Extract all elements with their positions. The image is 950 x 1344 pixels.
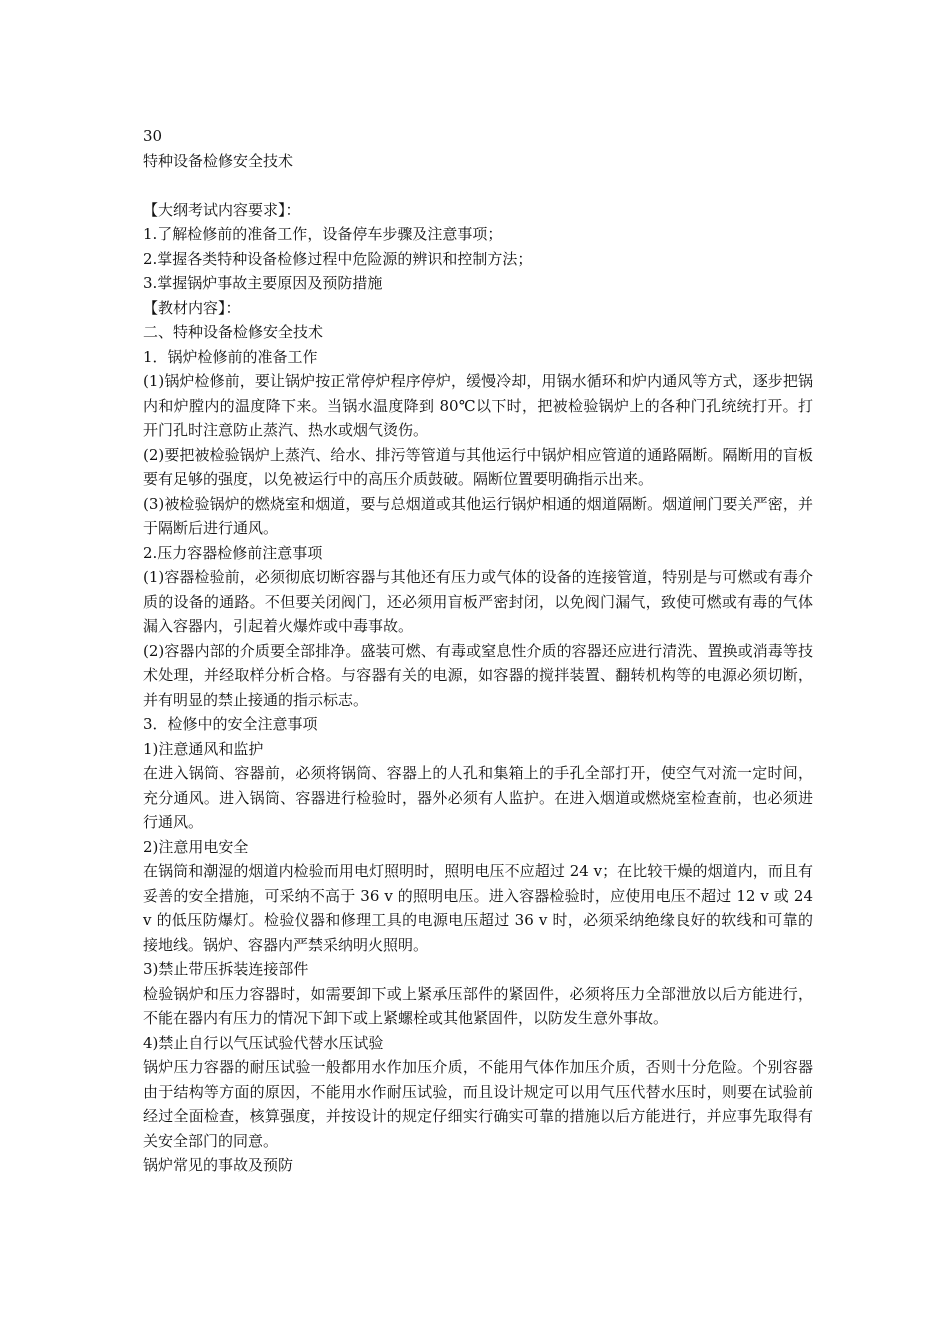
item-heading: 3)禁止带压拆装连接部件 bbox=[143, 960, 309, 978]
item-heading: 4)禁止自行以气压试验代替水压试验 bbox=[143, 1033, 384, 1052]
outline-item: 2.掌握各类特种设备检修过程中危险源的辨识和控制方法； bbox=[143, 249, 533, 268]
paragraph: 在锅筒和潮湿的烟道内检验而用电灯照明时，照明电压不应超过 24 v；在比较干燥的烟道内，而且有妥善的安全措施，可采纳不高于 36 v 的照明电压。进入容器检验时，应使用电压不超过 12 v 或 24 v 的低压防爆灯。检验仪器和修理工具的电源电压超过 36 v 时，必须采纳绝缘良好的软线和可靠的接地线。锅炉、容器内严禁采纳明火照明。 bbox=[143, 862, 813, 954]
paragraph: (3)被检验锅炉的燃烧室和烟道，要与总烟道或其他运行锅炉相通的烟道隔断。烟道闸门要关严密，并于隔断后进行通风。 bbox=[143, 494, 813, 537]
paragraph: (2)要把被检验锅炉上蒸汽、给水、排污等管道与其他运行中锅炉相应管道的通路隔断。隔断用的盲板要有足够的强度，以免被运行中的高压介质鼓破。隔断位置要明确指示出来。 bbox=[143, 445, 813, 488]
blank-line bbox=[143, 173, 813, 198]
outline-item: 3.掌握锅炉事故主要原因及预防措施 bbox=[143, 274, 383, 292]
page-number: 30 bbox=[143, 127, 163, 145]
subsection-heading: 2.压力容器检修前注意事项 bbox=[143, 543, 323, 562]
paragraph: 锅炉压力容器的耐压试验一般都用水作加压介质，不能用气体作加压介质，否则十分危险。个别容器由于结构等方面的原因，不能用水作耐压试验，而且设计规定可以用气压代替水压时，则要在试验前经过全面检查，核算强度，并按设计的规定仔细实行确实可靠的措施以后方能进行，并应事先取得有关安全部门的同意。 bbox=[143, 1058, 813, 1150]
paragraph: (2)容器内部的介质要全部排净。盛装可燃、有毒或窒息性介质的容器还应进行清洗、置换或消毒等技术处理，并经取样分析合格。与容器有关的电源，如容器的搅拌装置、翻转机构等的电源必须切断，并有明显的禁止接通的指示标志。 bbox=[143, 641, 813, 709]
paragraph: 在进入锅筒、容器前，必须将锅筒、容器上的人孔和集箱上的手孔全部打开，使空气对流一定时间，充分通风。进入锅筒、容器进行检验时，器外必须有人监护。在进入烟道或燃烧室检查前，也必须进行通风。 bbox=[143, 764, 813, 831]
textbook-heading: 【教材内容】： bbox=[143, 298, 241, 317]
item-heading: 1)注意通风和监护 bbox=[143, 739, 264, 758]
outline-item: 1.了解检修前的准备工作，设备停车步骤及注意事项； bbox=[143, 225, 503, 243]
subsection-heading: 3．检修中的安全注意事项 bbox=[143, 715, 318, 733]
subsection-heading: 1．锅炉检修前的准备工作 bbox=[143, 347, 318, 366]
closing-heading: 锅炉常见的事故及预防 bbox=[143, 1156, 294, 1174]
paragraph: (1)容器检验前，必须彻底切断容器与其他还有压力或气体的设备的连接管道，特别是与可燃或有毒介质的设备的通路。不但要关闭阀门，还必须用盲板严密封闭，以免阀门漏气，致使可燃或有毒的气体漏入容器内，引起着火爆炸或中毒事故。 bbox=[143, 568, 813, 635]
document-title: 特种设备检修安全技术 bbox=[143, 151, 294, 170]
paragraph: (1)锅炉检修前，要让锅炉按正常停炉程序停炉，缓慢冷却，用锅水循环和炉内通风等方式，逐步把锅内和炉膛内的温度降下来。当锅水温度降到 80℃以下时，把被检验锅炉上的各种门孔统统打开。打开门孔时注意防止蒸汽、热水或烟气烫伤。 bbox=[143, 372, 813, 439]
outline-heading: 【大纲考试内容要求】： bbox=[143, 200, 301, 219]
section-heading: 二、特种设备检修安全技术 bbox=[143, 323, 324, 341]
document-body bbox=[143, 124, 813, 1178]
paragraph: 检验锅炉和压力容器时，如需要卸下或上紧承压部件的紧固件，必须将压力全部泄放以后方能进行，不能在器内有压力的情况下卸下或上紧螺栓或其他紧固件，以防发生意外事故。 bbox=[143, 984, 813, 1027]
item-heading: 2)注意用电安全 bbox=[143, 837, 249, 856]
